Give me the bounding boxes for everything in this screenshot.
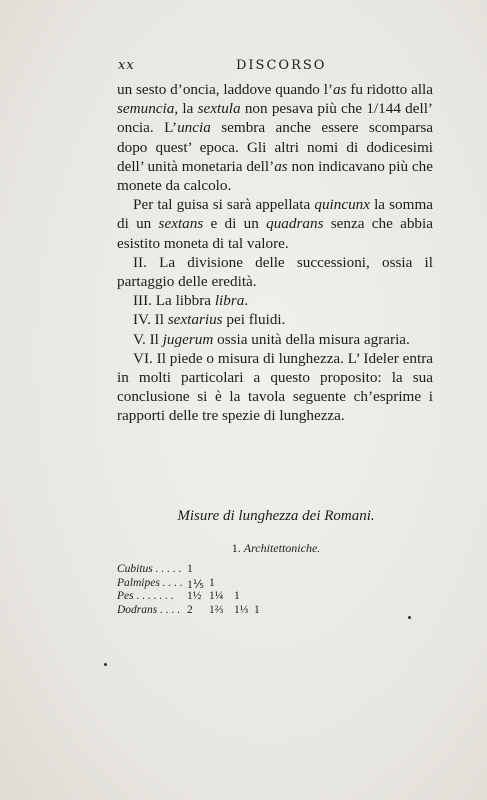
text-run: IV. Il [133,311,168,329]
text-run: VI. Il piede o misura di lunghezza. L’ Ideler entra in molti particolari a questo proposito: la sua conclusione si è la tavola seguente ch’esprime i rapporti delle tre spezie di lunghezza. [117,349,433,425]
ratio-cell: 1⅔ [209,603,224,616]
measure-name: Pes . . . . . . . [117,590,174,602]
text-run: Per tal guisa si sarà appellata [133,196,315,214]
measure-name: Cubitus . . . . . [117,563,182,575]
ratio-cell: 2 [187,603,193,616]
italic-term: sextans [158,215,204,233]
text-run: V. Il [133,330,163,348]
subheading-label: Architettoniche. [243,541,321,555]
ratio-cell: 1⅓ [234,603,249,616]
ratio-cell: 1 [209,576,215,589]
italic-term: jugerum [162,330,214,348]
measure-name: Palmipes . . . . [117,576,183,589]
subheading-number: 1. [231,541,241,555]
paragraph [117,253,433,291]
text-run: III. La libbra [133,292,215,310]
running-header [118,58,431,78]
table-row [117,577,317,591]
text-run: pei fluidi. [222,311,286,329]
italic-term: uncia [177,119,211,137]
text-run: sembra anche essere scomparsa dopo quest’ epoca. Gli altri nomi di dodicesimi dell’ unità monetaria dell’ [117,119,433,175]
ratio-cell: 1⅕ [187,578,204,591]
italic-term: sextula [197,100,241,118]
ratio-cell: 1 [234,590,240,602]
ratio-cell: 1 [187,563,193,575]
paragraph [117,291,433,310]
table-row [117,604,317,618]
measures-table [117,563,317,617]
italic-term: libra [214,292,245,310]
measure-name: Dodrans . . . . [117,603,181,616]
paragraph [117,195,433,253]
text-run: , la [174,100,198,118]
text-run: la somma di un [117,196,434,233]
paragraph [117,80,433,195]
text-run: fu ridotto alla [346,81,433,98]
ink-speck [408,616,411,619]
text-run: . [244,292,249,310]
italic-term: quadrans [266,215,324,233]
italic-term: as [333,81,347,98]
ratio-cell: 1½ [187,590,202,602]
text-run: un sesto d’oncia, laddove quando l’ [117,81,333,98]
text-run: dell’ oncia. L’ [117,100,433,137]
page-number: xx [118,58,135,73]
running-title: DISCORSO [236,58,327,73]
text-run: 1/144 [366,100,401,118]
paragraph [117,330,433,349]
text-run: non pesava più che [240,100,367,118]
text-run: ossia unità della misura agraria. [213,330,410,348]
ink-speck [104,663,107,666]
ratio-cell: 1 [254,603,260,616]
body-text [117,80,433,426]
table-row [117,563,317,577]
italic-term: as [274,157,288,175]
table-row [117,590,317,604]
italic-term: quincunx [314,196,371,214]
italic-term: semuncia [117,100,175,118]
ratio-cell: 1¼ [209,590,224,602]
italic-term: sextarius [167,311,223,329]
text-run: non indicavano più che monete da calcolo. [117,157,433,195]
paragraph [117,310,433,329]
text-run: II. La divisione delle successioni, ossia il partaggio delle eredità. [117,253,433,291]
text-run: senza che abbia esistito moneta di tal valore. [117,215,433,252]
text-run: e di un [203,215,267,233]
paragraph [117,349,433,426]
table-subheading [118,541,434,556]
table-title: Misure di lunghezza dei Romani. [177,508,375,524]
